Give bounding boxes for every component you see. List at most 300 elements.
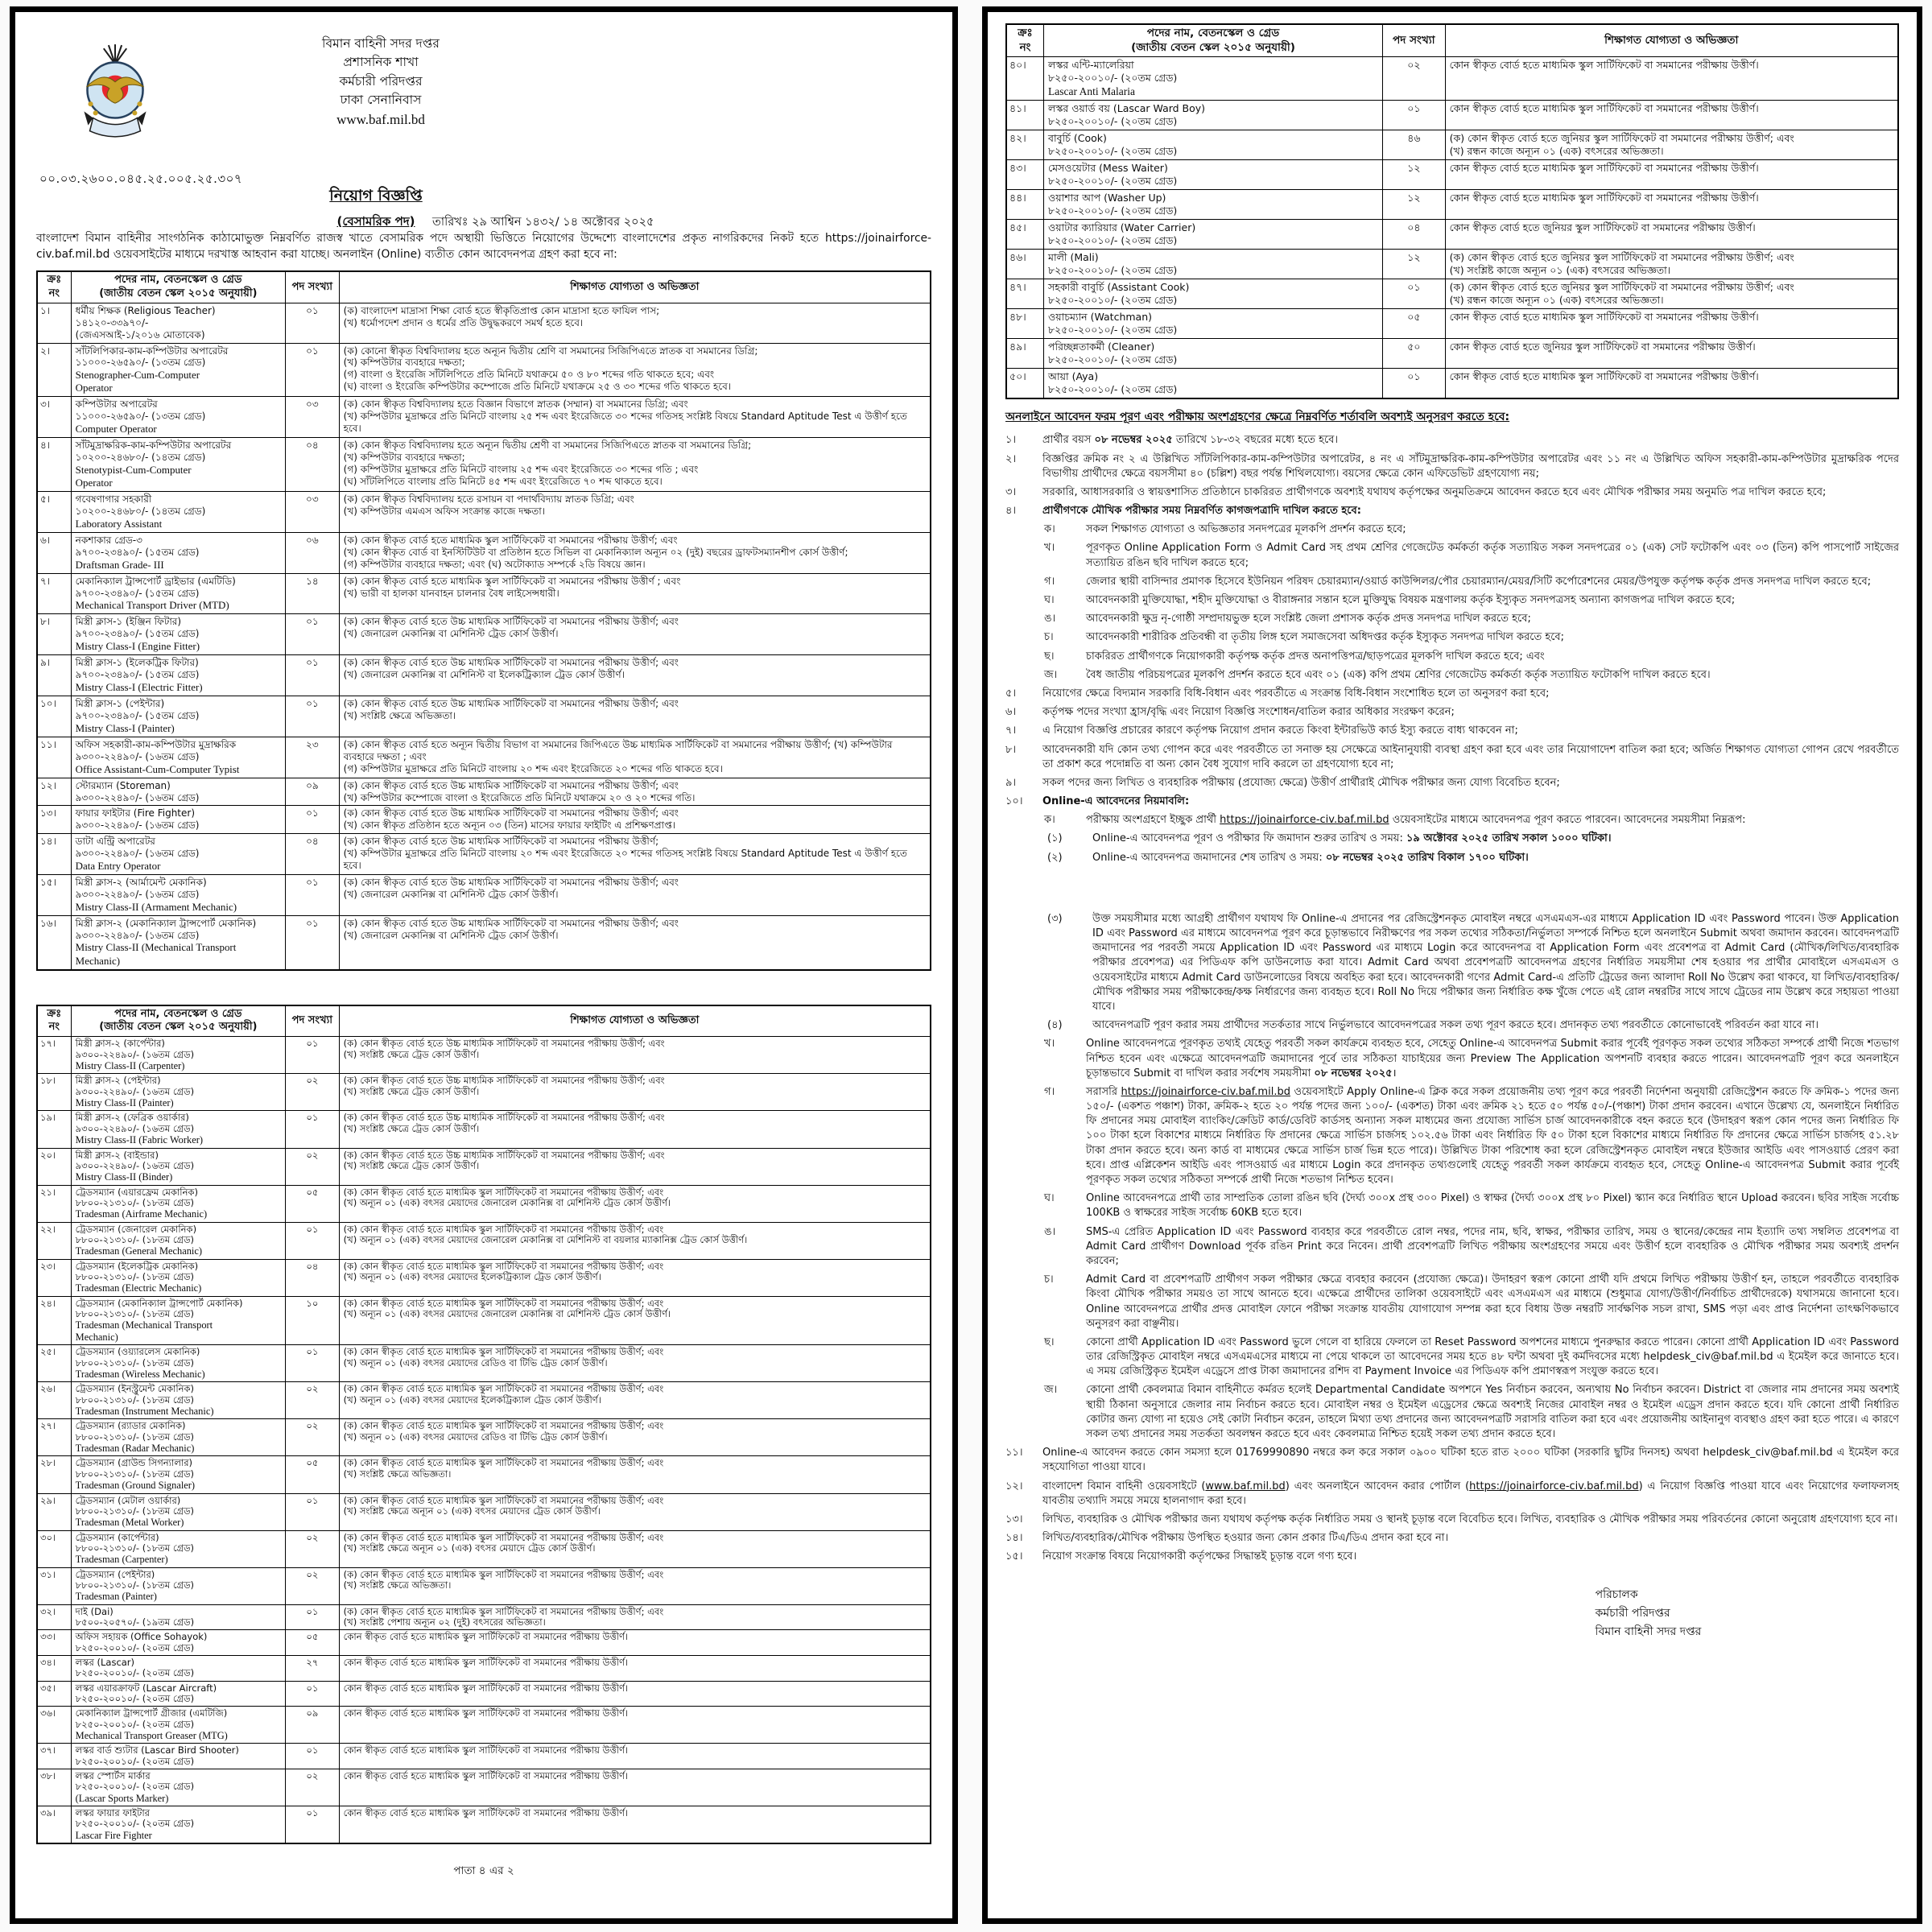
qualification-cell: (ক) কোন স্বীকৃত বোর্ড হতে উচ্চ মাধ্যমিক সার্টিফিকেট বা সমমানের পরীক্ষায় উত্তীর্ণ; এবং (খ) জেনারেল মেকানিক্স বা মেশিনিস্ট ট্রেড কোর্স উত্তীর্ণ। bbox=[339, 874, 931, 915]
serial-cell: ১৬। bbox=[37, 915, 71, 969]
serial-cell: ৯। bbox=[37, 655, 71, 696]
posts-table-3 bbox=[1005, 23, 1899, 399]
post-name-line: ট্রেডসম্যান (জেনারেল মেকানিক) bbox=[75, 1223, 197, 1235]
serial-cell: ৩৫। bbox=[37, 1681, 71, 1707]
post-row bbox=[37, 1630, 931, 1656]
condition-text: জেলার স্থায়ী বাসিন্দার প্রমাণক হিসেবে ইউনিয়ন পরিষদ চেয়ারম্যান/ওয়ার্ড কাউন্সিলর/পৌর চেয়ারম্যান/মেয়র/সিটি কর্পোরেশনের মেয়র/উপযুক্ত কর্তৃপক্ষ কর্তৃক প্রদত্ত সনদপত্র দাখিল করতে হবে; bbox=[1086, 575, 1872, 588]
post-row bbox=[37, 1185, 931, 1222]
post-row bbox=[37, 573, 931, 614]
qualification-cell: কোন স্বীকৃত বোর্ড হতে মাধ্যমিক স্কুল সার্টিফিকেট বা সমমানের পরীক্ষায় উত্তীর্ণ। bbox=[339, 1806, 931, 1844]
condition-item bbox=[1005, 1550, 1899, 1564]
condition-item bbox=[1044, 1085, 1899, 1187]
post-name-cell bbox=[71, 1656, 285, 1682]
serial-cell: ৩৬। bbox=[37, 1707, 71, 1744]
post-count-cell: ০১ bbox=[1383, 101, 1446, 130]
condition-item bbox=[1044, 1335, 1899, 1380]
baf-crest-logo bbox=[70, 39, 160, 149]
post-row bbox=[37, 1681, 931, 1707]
post-name-line: ওয়াশার আপ (Washer Up) bbox=[1048, 192, 1166, 204]
org-website: www.baf.mil.bd bbox=[336, 112, 425, 127]
post-count-cell: ০১ bbox=[286, 915, 340, 969]
condition-item bbox=[1005, 1446, 1899, 1475]
qualification-cell: (ক) কোন স্বীকৃত বোর্ড হতে উচ্চ মাধ্যমিক সার্টিফিকেট বা সমমানের পরীক্ষায় উত্তীর্ণ; এবং (খ) কম্পিউটার কম্পোজে বাংলা ও ইংরেজিতে প্রতি মিনিটে যথাক্রমে ২০ ও ২০ শব্দের গতি। bbox=[339, 778, 931, 806]
qualification-cell: (ক) কোন স্বীকৃত বোর্ড হতে উচ্চ মাধ্যমিক সার্টিফিকেট বা সমমানের পরীক্ষায় উত্তীর্ণ; এবং (খ) কোন স্বীকৃত প্রতিষ্ঠান হতে অন্যূন ০৩ (তিন) মাসের ফায়ার ফাইটিং এ প্রশিক্ষণপ্রাপ্ত। bbox=[339, 806, 931, 834]
qualification-cell: (ক) কোনো স্বীকৃত বিশ্ববিদ্যালয় হতে অন্যূন দ্বিতীয় শ্রেণি বা সমমানের সিজিপিএতে স্নাতক বা সমমানের ডিগ্রি; (খ) কম্পিউটার ব্যবহারে দক্ষতা; (গ) বাংলা ও ইংরেজি সাঁটলিপিতে প্রতি মিনিটে যথাক্রমে ৫০ ও ৮০ শব্দের গতি থাকতে হবে; এবং (ঘ) বাংলা ও ইংরেজি কম্পিউটার কম্পোজে প্রতি মিনিটে যথাক্রমে ২৫ ও ৩০ শব্দের গতি থাকতে হবে। bbox=[339, 343, 931, 397]
post-row bbox=[37, 1806, 931, 1844]
post-name-line: ৮২৫০-২০০১০/- (২০তম গ্রেড) bbox=[1048, 383, 1178, 396]
post-name-line: ৮২৫০-২০০১০/- (২০তম গ্রেড) bbox=[1048, 175, 1178, 188]
condition-number: গ। bbox=[1044, 1085, 1055, 1098]
post-name-line: মেসওয়েটার (Mess Waiter) bbox=[1048, 162, 1168, 175]
condition-item bbox=[1044, 668, 1899, 683]
post-name-cell bbox=[71, 1111, 285, 1148]
post-name-line: Tradesman (Metal Worker) bbox=[75, 1517, 184, 1529]
post-row bbox=[37, 1345, 931, 1382]
post-count-cell: ০৪ bbox=[286, 438, 340, 492]
post-name-cell bbox=[71, 737, 285, 778]
qualification-cell: (ক) কোন স্বীকৃত বোর্ড হতে মাধ্যমিক স্কুল সার্টিফিকেট বা সমমানের পরীক্ষায় উত্তীর্ণ; এবং (খ) অন্যূন ০১ (এক) বৎসর মেয়াদের ইলেকট্রিক্যাল ট্রেড কোর্স উত্তীর্ণ। bbox=[339, 1382, 931, 1419]
post-name-cell bbox=[71, 696, 285, 737]
serial-cell: ১৫। bbox=[37, 874, 71, 915]
condition-number: ৮। bbox=[1005, 743, 1017, 756]
post-name-line: ৯৩০০-২২৪৯০/- (১৬তম গ্রেড) bbox=[75, 1048, 195, 1060]
condition-number: ৫। bbox=[1005, 687, 1017, 700]
post-name-line: মিস্ত্রী ক্লাস-২ (ফেব্রিক ওয়ার্কার) bbox=[75, 1112, 189, 1124]
serial-cell: ১০। bbox=[37, 696, 71, 737]
condition-text: উক্ত সময়সীমার মধ্যে আগ্রহী প্রার্থীগণ যথাযথ ফি Online-এ প্রদানের পর রেজিস্ট্রেশনকৃত মোবাইল নম্বরে এসএমএস-এর মাধ্যমে Application ID এবং Password পাবেন। উক্ত Application ID এবং Password এর মাধ্যমে আবেদনপত্র পূরণ করে চূড়ান্তভাবে নিরীক্ষণের পর সকল তথ্যের সঠিকতা/নির্ভুলতা সম্পর্কে নিশ্চিত হলে অনলাইনে Submit অথবা জমাদান করবেন। আবেদনপত্রটি জমাদানের পর পরবর্তী সময়ে Application ID এবং Password এর মাধ্যমে Login করে আবেদনপত্র বা Application Form এবং প্রবেশপত্র বা Admit Card (মৌখিক/লিখিত/ব্যবহারিক পরীক্ষার প্রবেশপত্র) এর পিডিএফ কপি ডাউনলোড করা যাবে। Admit Card অথবা প্রবেশপত্রটি আবেদনপত্র গ্রহণের নির্ধারিত সময়সীমা শেষ হওয়ার পর প্রার্থীর মোবাইলে এসএমএস ও ওয়েবসাইটের মাধ্যমে Admit Card ডাউনলোডের বিষয়ে অবহিত করা হবে। আবেদনকারী গণের Admit Card-এ প্রতিটি ট্রেডের জন্য আলাদা Roll No উল্লেখ করা থাকবে, যা লিখিত/ব্যবহারিক/মৌখিক পরীক্ষার সময় পরীক্ষাকেন্দ্র/কক্ষ নির্ধারণের জন্য ব্যবহৃত হবে। Roll No দিয়ে পরীক্ষার জন্য নির্ধারিত কক্ষ খুঁজে পেতে এই রোল নম্বরটির সাথে সাথে ট্রেডের নাম উল্লেখ করে সহায়তা পাওয়া যাবে। bbox=[1092, 912, 1899, 1013]
post-name-line: ৯৩০০-২২৪৯০/- (১৬তম গ্রেড) bbox=[75, 791, 200, 803]
column-header: পদের নাম, বেতনস্কেল ও গ্রেড (জাতীয় বেতন স্কেল ২০১৫ অনুযায়ী) bbox=[1044, 24, 1383, 57]
post-count-cell: ০১ bbox=[286, 614, 340, 655]
post-name-line: Tradesman (Carpenter) bbox=[75, 1554, 168, 1566]
post-name-cell bbox=[71, 1074, 285, 1111]
qualification-cell: (ক) কোন স্বীকৃত বিশ্ববিদ্যালয় হতে রসায়ন বা পদার্থবিদ্যায় স্নাতক ডিগ্রি; এবং (খ) কম্পিউটার এমএস অফিস সংক্রান্ত কাজে দক্ষতা। bbox=[339, 492, 931, 533]
post-name-line: দাই (Dai) bbox=[75, 1605, 114, 1617]
post-name-line: পরিচ্ছন্নতাকর্মী (Cleaner) bbox=[1048, 341, 1155, 353]
post-name-line: ট্রেডসম্যান (গ্রাউন্ড সিগন্যালার) bbox=[75, 1457, 193, 1469]
qualification-cell: (ক) কোন স্বীকৃত বোর্ড হতে মাধ্যমিক স্কুল সার্টিফিকেট বা সমমানের পরীক্ষায় উত্তীর্ণ; এবং (খ) অন্যূন ০১ (এক) বৎসর মেয়াদের রেডিও বা টিভি ট্রেড কোর্স উত্তীর্ণ। bbox=[339, 1345, 931, 1382]
condition-item bbox=[1005, 433, 1899, 448]
post-name-line: Draftsman Grade- III bbox=[75, 558, 164, 571]
condition-text: আবেদনকারী মুক্তিযোদ্ধা, শহীদ মুক্তিযোদ্ধা ও বীরাঙ্গনার সন্তান হলে মুক্তিযুদ্ধ বিষয়ক মন্ত্রণালয় কর্তৃক ইস্যুকৃত সনদপত্রসহ অন্যান্য কাগজপত্র দাখিল করতে হবে; bbox=[1086, 594, 1736, 607]
post-count-cell: ০১ bbox=[286, 303, 340, 343]
post-name-cell bbox=[71, 778, 285, 806]
serial-cell: ২৯। bbox=[37, 1493, 71, 1530]
post-name-line: ট্রেডসম্যান (মেকানিক্যাল ট্রান্সপোর্ট মেকানিক) bbox=[75, 1297, 243, 1309]
qualification-cell: (ক) কোন স্বীকৃত বোর্ড হতে উচ্চ মাধ্যমিক সার্টিফিকেট বা সমমানের পরীক্ষায় উত্তীর্ণ; এবং (খ) সংশ্লিষ্ট ক্ষেত্রে ট্রেড কোর্স উত্তীর্ণ। bbox=[339, 1037, 931, 1074]
post-name-line: ফায়ার ফাইটার (Fire Fighter) bbox=[75, 807, 196, 819]
condition-number: (১) bbox=[1047, 832, 1063, 845]
post-name-line: ৯৩০০-২২৪৯০/- (১৬তম গ্রেড) bbox=[75, 750, 200, 762]
condition-item bbox=[1044, 1273, 1899, 1331]
post-row bbox=[37, 1456, 931, 1493]
post-row bbox=[37, 438, 931, 492]
post-row bbox=[37, 1567, 931, 1604]
condition-item bbox=[1044, 593, 1899, 608]
qualification-cell: (ক) কোন স্বীকৃত বোর্ড হতে মাধ্যমিক স্কুল সার্টিফিকেট বা সমমানের পরীক্ষায় উত্তীর্ণ; এবং (খ) সংশ্লিষ্ট ক্ষেত্রে অভিজ্ঞতা। bbox=[339, 1567, 931, 1604]
post-name-line: নকশাকার গ্রেড-৩ bbox=[75, 534, 142, 546]
post-name-line: Mistry Class-I (Electric Fitter) bbox=[75, 680, 203, 693]
post-name-line: মেকানিক্যাল ট্রান্সপোর্ট ড্রাইভার (এমটিডি) bbox=[75, 575, 236, 587]
qualification-cell: (ক) কোন স্বীকৃত বোর্ড হতে উচ্চ মাধ্যমিক সার্টিফিকেট বা সমমানের পরীক্ষায় উত্তীর্ণ; এবং (খ) সংশ্লিষ্ট ক্ষেত্রে ট্রেড কোর্স উত্তীর্ণ। bbox=[339, 1074, 931, 1111]
serial-cell: ৪৫। bbox=[1006, 220, 1044, 250]
post-name-cell bbox=[71, 532, 285, 573]
condition-text: Online-এ আবেদন করতে কোন সমস্যা হলে 01769990890 নম্বরে কল করে সকাল ০৯০০ ঘটিকা হতে রাত ২০০০ ঘটিকা (সরকারি ছুটির দিনসহ) অথবা helpdesk_civ@baf.mil.bd এ ইমেইল করে সহযোগিতা পাওয়া যাবে। bbox=[1042, 1447, 1899, 1474]
post-name-cell bbox=[1044, 279, 1383, 309]
post-name-line: ৮২৫০-২০০১০/- (২০তম গ্রেড) bbox=[75, 1718, 195, 1730]
post-name-line: ৯৩০০-২২৪৯০/- (১৬তম গ্রেড) bbox=[75, 819, 200, 832]
qualification-cell: কোন স্বীকৃত বোর্ড হতে মাধ্যমিক স্কুল সার্টিফিকেট বা সমমানের পরীক্ষায় উত্তীর্ণ। bbox=[1445, 101, 1898, 130]
column-header: পদের নাম, বেতনস্কেল ও গ্রেড (জাতীয় বেতন স্কেল ২০১৫ অনুযায়ী) bbox=[71, 1005, 285, 1037]
post-name-cell bbox=[71, 1456, 285, 1493]
post-name-line: Mistry Class-II (Mechanical Transport Mechanic) bbox=[75, 941, 237, 967]
post-row bbox=[37, 1744, 931, 1769]
signature-line: কর্মচারী পরিদপ্তর bbox=[1595, 1606, 1670, 1620]
post-count-cell: ০১ bbox=[286, 1744, 340, 1769]
post-name-line: Tradesman (Mechanical Transport bbox=[75, 1319, 213, 1331]
post-name-line: ট্রেডসম্যান (মেটাল ওয়ার্কার) bbox=[75, 1494, 181, 1506]
post-name-cell bbox=[71, 614, 285, 655]
post-name-cell bbox=[71, 1530, 285, 1567]
condition-number: (৩) bbox=[1047, 912, 1063, 925]
post-name-line: Tradesman (Wireless Mechanic) bbox=[75, 1368, 205, 1380]
post-row bbox=[37, 1296, 931, 1344]
post-row bbox=[37, 737, 931, 778]
post-row bbox=[37, 834, 931, 875]
condition-number: ১২। bbox=[1005, 1480, 1023, 1492]
post-row bbox=[37, 915, 931, 969]
post-name-line: ৮৮০০-২১৩১০/- (১৮তম গ্রেড) bbox=[75, 1233, 195, 1245]
serial-cell: ৮। bbox=[37, 614, 71, 655]
serial-cell: ৩৪। bbox=[37, 1656, 71, 1682]
post-name-line: ট্রেডসম্যান (ইনস্ট্রুমেন্ট মেকানিক) bbox=[75, 1383, 195, 1395]
serial-cell: ৫০। bbox=[1006, 369, 1044, 399]
condition-number: ২। bbox=[1005, 452, 1017, 465]
condition-item bbox=[1044, 630, 1899, 645]
condition-text: Online আবেদনপত্রে পূরণকৃত তথ্যই যেহেতু পরবর্তী সকল কার্যক্রমে ব্যবহৃত হবে, সেহেতু Online-এ আবেদনপত্র Submit করার পূর্বেই পূরণকৃত সকল তথ্যের সঠিকতা সম্পর্কে প্রার্থী নিজে শতভাগ নিশ্চিত হবেন এবং এক্ষেত্রে আবেদনপত্রটি জমাদানের পূর্বে তার সঠিকতা যাচাইয়ের জন্য Preview The Application অপশনটি ব্যবহার করতে পারেন। আবেদনপত্রটি পূরণ করে অনলাইনে চূড়ান্তভাবে Submit বা দাখিল করার সর্বশেষ সময়সীমা ০৮ নভেম্বর ২০২৫। bbox=[1086, 1038, 1899, 1080]
condition-number: জ। bbox=[1044, 1384, 1058, 1397]
posts-table-2 bbox=[36, 1005, 931, 1845]
condition-text: Online আবেদনপত্রে প্রার্থী তার সাম্প্রতিক তোলা রঙিন ছবি (দৈর্ঘ্য ৩০০x প্রস্থ ৩০০ Pixel) ও স্বাক্ষর (দৈর্ঘ্য ৩০০x প্রস্থ ৮০ Pixel) স্ক্যান করে নির্ধারিত স্থানে Upload করবেন। ছবির সাইজ সর্বোচ্চ 100KB ও স্বাক্ষরের সাইজ সর্বোচ্চ 60KB হতে হবে। bbox=[1086, 1192, 1899, 1220]
post-count-cell: ০১ bbox=[286, 1222, 340, 1259]
post-count-cell: ০১ bbox=[286, 1037, 340, 1074]
post-name-line: Computer Operator bbox=[75, 423, 157, 436]
signature-line: বিমান বাহিনী সদর দপ্তর bbox=[1595, 1624, 1702, 1638]
post-row bbox=[1006, 160, 1898, 190]
signature-line: পরিচালক bbox=[1595, 1587, 1638, 1601]
post-name-line: সহকারী বাবুর্চি (Assistant Cook) bbox=[1048, 281, 1190, 294]
serial-cell: ২৭। bbox=[37, 1419, 71, 1456]
post-name-line: ৯৭০০-২৩৪৯০/- (১৫তম গ্রেড) bbox=[75, 628, 200, 640]
post-name-line: ৮২৫০-২০০১০/- (২০তম গ্রেড) bbox=[1048, 145, 1178, 158]
post-name-line: ধর্মীয় শিক্ষক (Religious Teacher) bbox=[75, 304, 216, 316]
post-row bbox=[37, 492, 931, 533]
qualification-cell: (ক) কোন স্বীকৃত বোর্ড হতে মাধ্যমিক স্কুল সার্টিফিকেট বা সমমানের পরীক্ষায় উত্তীর্ণ; এবং (খ) সংশ্লিষ্ট ক্ষেত্রে অভিজ্ঞতা। bbox=[339, 1456, 931, 1493]
post-name-line: লস্কর ওয়ার্ড বয় (Lascar Ward Boy) bbox=[1048, 102, 1206, 115]
table-header-row bbox=[37, 1005, 931, 1037]
post-row bbox=[1006, 190, 1898, 220]
post-name-line: মিস্ত্রী ক্লাস-১ (ইলেকট্রিক ফিটার) bbox=[75, 657, 199, 669]
condition-item bbox=[1005, 1480, 1899, 1509]
condition-number: চ। bbox=[1044, 631, 1054, 644]
post-name-line: অফিস সহায়ক (Office Sohayok) bbox=[75, 1631, 208, 1643]
condition-item bbox=[1005, 687, 1899, 701]
condition-text: Admit Card বা প্রবেশপত্রটি প্রার্থীগণ সকল পরীক্ষার ক্ষেত্রে ব্যবহার করবেন (প্রযোজ্য ক্ষেত্রে)। উদাহরণ স্বরূপ কোনো প্রার্থী যদি প্রথমে লিখিত পরীক্ষায় উত্তীর্ণ হন, তাহলে পরবর্তীতে ব্যবহারিক কিংবা মৌখিক পরীক্ষার সময়ও তা সাথে আনতে হবে। এক্ষেত্রে প্রার্থীদের তালিকা ওয়েবসাইটে এবং এসএমএস এর মাধ্যমে (শুধুমাত্র যোগ্য/উত্তীর্ণ/নির্বাচিত প্রার্থীদেরকে) যথাসময়ে জানানো হবে। Online আবেদনপত্রে প্রার্থীর প্রদত্ত মোবাইল ফোনে পরীক্ষা সংক্রান্ত যাবতীয় যোগাযোগ সম্পন্ন করা হবে বিধায় উক্ত নম্বরটি সার্বক্ষণিক সচল রাখা, SMS পড়া এবং প্রাপ্ত নির্দেশনা তাৎক্ষণিকভাবে অনুসরণ করা বাঞ্ছনীয়। bbox=[1086, 1274, 1899, 1330]
serial-cell: ১৭। bbox=[37, 1037, 71, 1074]
qualification-cell: (ক) কোন স্বীকৃত বোর্ড হতে উচ্চ মাধ্যমিক সার্টিফিকেট বা সমমানের পরীক্ষায় উত্তীর্ণ; এবং (খ) সংশ্লিষ্ট ক্ষেত্রে ট্রেড কোর্স উত্তীর্ণ। bbox=[339, 1111, 931, 1148]
post-name-line: Tradesman (Radar Mechanic) bbox=[75, 1443, 195, 1455]
post-count-cell: ০১ bbox=[286, 1111, 340, 1148]
qualification-cell: কোন স্বীকৃত বোর্ড হতে মাধ্যমিক স্কুল সার্টিফিকেট বা সমমানের পরীক্ষায় উত্তীর্ণ। bbox=[1445, 190, 1898, 220]
post-count-cell: ০১ bbox=[286, 1604, 340, 1630]
post-name-line: স্টোরম্যান (Storeman) bbox=[75, 779, 171, 791]
post-row bbox=[37, 1707, 931, 1744]
post-name-line: Mistry Class-II (Fabric Worker) bbox=[75, 1134, 203, 1146]
post-row bbox=[1006, 57, 1898, 101]
serial-cell: ২৬। bbox=[37, 1382, 71, 1419]
post-name-cell bbox=[71, 1567, 285, 1604]
condition-number: ১১। bbox=[1005, 1447, 1023, 1459]
qualification-cell: (ক) কোন স্বীকৃত বোর্ড হতে উচ্চ মাধ্যমিক সার্টিফিকেট বা সমমানের পরীক্ষায় উত্তীর্ণ; (খ) কম্পিউটার মুদ্রাক্ষরে প্রতি মিনিটে বাংলায় ২০ শব্দ এবং ইংরেজিতে ২০ শব্দের গতিসহ সংশ্লিষ্ট বিষয়ে Standard Aptitude Test এ উত্তীর্ণ হতে হবে। bbox=[339, 834, 931, 875]
qualification-cell: (ক) কোন স্বীকৃত বোর্ড হতে উচ্চ মাধ্যমিক সার্টিফিকেট বা সমমানের পরীক্ষায় উত্তীর্ণ; এবং (খ) জেনারেল মেকানিক্স বা মেশিনিস্ট ট্রেড কোর্স উত্তীর্ণ। bbox=[339, 614, 931, 655]
post-row bbox=[37, 397, 931, 438]
serial-cell: ৪। bbox=[37, 438, 71, 492]
post-name-line: Laboratory Assistant bbox=[75, 517, 163, 530]
post-name-line: ৮২৫০-২০০১০/- (২০তম গ্রেড) bbox=[75, 1667, 195, 1679]
post-name-line: অফিস সহকারী-কাম-কম্পিউটার মুদ্রাক্ষরিক bbox=[75, 738, 237, 750]
post-count-cell: ২৩ bbox=[286, 737, 340, 778]
post-name-line: ৮২৫০-২০০১০/- (২০তম গ্রেড) bbox=[1048, 353, 1178, 366]
post-name-cell bbox=[71, 874, 285, 915]
letterhead bbox=[36, 27, 931, 229]
post-name-cell bbox=[71, 1222, 285, 1259]
condition-text: বৈধ জাতীয় পরিচয়পত্রের মূলকপি প্রদর্শন করতে হবে এবং ০১ (এক) কপি প্রথম শ্রেণির গেজেটেড কর্মকর্তা কর্তৃক সত্যায়িত ফটোকপি দাখিল করতে হবে। bbox=[1086, 668, 1711, 681]
post-name-line: ৮২৫০-২০০১০/- (২০তম গ্রেড) bbox=[1048, 324, 1178, 336]
serial-cell: ২৮। bbox=[37, 1456, 71, 1493]
post-name-line: Mistry Class-II (Binder) bbox=[75, 1171, 173, 1183]
page-title: নিয়োগ বিজ্ঞপ্তি bbox=[329, 187, 423, 204]
post-name-line: ৮৮০০-২১৩১০/- (১৮তম গ্রেড) bbox=[75, 1579, 195, 1591]
condition-number: ১৩। bbox=[1005, 1513, 1023, 1525]
condition-item bbox=[1044, 522, 1899, 537]
post-name-cell bbox=[71, 573, 285, 614]
condition-number: গ। bbox=[1044, 575, 1055, 588]
qualification-cell: (ক) কোন স্বীকৃত বোর্ড হতে মাধ্যমিক স্কুল সার্টিফিকেট বা সমমানের পরীক্ষায় উত্তীর্ণ; এবং (খ) সংশ্লিষ্ট ক্ষেত্রে অন্যূন ০১ (এক) বৎসর মেয়াদের ট্রেড কোর্স উত্তীর্ণ। bbox=[339, 1493, 931, 1530]
post-name-cell bbox=[71, 655, 285, 696]
post-name-cell bbox=[71, 343, 285, 397]
serial-cell: ৪১। bbox=[1006, 101, 1044, 130]
post-row bbox=[37, 532, 931, 573]
condition-item bbox=[1005, 504, 1899, 518]
post-name-line: ৮৮০০-২১৩১০/- (১৮তম গ্রেড) bbox=[75, 1271, 195, 1283]
condition-number: ১৫। bbox=[1005, 1550, 1023, 1563]
post-count-cell: ০১ bbox=[286, 655, 340, 696]
condition-number: ক। bbox=[1044, 523, 1055, 536]
org-address-block bbox=[260, 35, 502, 130]
serial-cell: ১। bbox=[37, 303, 71, 343]
post-row bbox=[37, 806, 931, 834]
serial-cell: ২। bbox=[37, 343, 71, 397]
qualification-cell: (ক) কোন স্বীকৃত বোর্ড হতে অন্যূন দ্বিতীয় বিভাগ বা সমমানের জিপিএতে উচ্চ মাধ্যমিক সার্টিফিকেট বা সমমানের পরীক্ষায় উত্তীর্ণ; (খ) কম্পিউটার ব্যবহারে দক্ষতা ; এবং (গ) কম্পিউটার মুদ্রাক্ষরে প্রতি মিনিটে বাংলায় ২০ শব্দ এবং ইংরেজিতে ২০ শব্দের গতি থাকতে হবে। bbox=[339, 737, 931, 778]
post-count-cell: ০৩ bbox=[286, 397, 340, 438]
post-row bbox=[1006, 130, 1898, 160]
qualification-cell: (ক) কোন স্বীকৃত বোর্ড হতে মাধ্যমিক স্কুল সার্টিফিকেট বা সমমানের পরীক্ষায় উত্তীর্ণ; এবং (খ) অন্যূন ০১ (এক) বৎসর মেয়াদের ইলেকট্রিক্যাল ট্রেড কোর্স উত্তীর্ণ। bbox=[339, 1259, 931, 1296]
condition-item bbox=[1005, 724, 1899, 738]
post-name-cell bbox=[71, 1493, 285, 1530]
post-name-cell bbox=[71, 1769, 285, 1806]
serial-cell: ৩৮। bbox=[37, 1769, 71, 1806]
qualification-cell: (ক) কোন স্বীকৃত বোর্ড হতে মাধ্যমিক স্কুল সার্টিফিকেট বা সমমানের পরীক্ষায় উত্তীর্ণ; এবং (খ) অন্যূন ০১ (এক) বৎসর মেয়াদের জেনারেল মেকানিক্স বা মেশিনিস্ট ট্রেড কোর্স উত্তীর্ণ। bbox=[339, 1296, 931, 1344]
condition-number: ঘ। bbox=[1044, 594, 1055, 607]
post-name-line: ৮৮০০-২১৩১০/- (১৮তম গ্রেড) bbox=[75, 1308, 195, 1320]
post-name-line: ট্রেডসম্যান (পেইন্টার) bbox=[75, 1568, 155, 1580]
condition-item bbox=[1044, 612, 1899, 626]
post-name-line: ৮২৫০-২০০১০/- (২০তম গ্রেড) bbox=[1048, 294, 1178, 307]
condition-item bbox=[1044, 650, 1899, 664]
post-name-cell bbox=[71, 834, 285, 875]
post-row bbox=[37, 655, 931, 696]
post-name-line: লস্কর এন্টি-ম্যালেরিয়া bbox=[1048, 59, 1134, 72]
post-name-line: লস্কর (Lascar) bbox=[75, 1657, 135, 1668]
qualification-cell: কোন স্বীকৃত বোর্ড হতে মাধ্যমিক স্কুল সার্টিফিকেট বা সমমানের পরীক্ষায় উত্তীর্ণ। bbox=[339, 1744, 931, 1769]
posts-table-1 bbox=[36, 270, 931, 970]
post-row bbox=[37, 1222, 931, 1259]
page-number: পাতা ৪ এর ২ bbox=[453, 1864, 514, 1878]
serial-cell: ৩৩। bbox=[37, 1630, 71, 1656]
post-name-line: Operator bbox=[75, 382, 113, 394]
post-row bbox=[37, 1259, 931, 1296]
post-name-line: মেকানিক্যাল ট্রান্সপোর্ট গ্রীজার (এমটিজি) bbox=[75, 1707, 228, 1719]
condition-number: ছ। bbox=[1044, 1335, 1055, 1348]
post-name-line: ৮২৫০-২০০১০/- (২০তম গ্রেড) bbox=[1048, 234, 1178, 247]
post-name-line: লস্কর স্পোর্টস মার্কার bbox=[75, 1770, 151, 1782]
post-name-cell bbox=[71, 1707, 285, 1744]
post-name-line: ৮২৫০-২০০১০/- (২০তম গ্রেড) bbox=[1048, 115, 1178, 128]
post-row bbox=[37, 1037, 931, 1074]
column-header: পদ সংখ্যা bbox=[286, 271, 340, 303]
qualification-cell: (ক) কোন স্বীকৃত বোর্ড হতে উচ্চ মাধ্যমিক সার্টিফিকেট বা সমমানের পরীক্ষায় উত্তীর্ণ; এবং (খ) জেনারেল মেকানিক্স বা মেশিনিস্ট ট্রেড কোর্স উত্তীর্ণ। bbox=[339, 915, 931, 969]
post-name-line: ৮২৫০-২০০১০/- (২০তম গ্রেড) bbox=[1048, 204, 1178, 217]
condition-text: পূরণকৃত Online Application Form ও Admit Card সহ প্রথম শ্রেণির গেজেটেড কর্মকর্তা কর্তৃক সত্যায়িত সকল সনদপত্রের ০১ (এক) সেট ফটোকপি এবং ০৩ (তিন) কপি পাসপোর্ট সাইজের সত্যায়িত রঙিন ছবি দাখিল করতে হবে; bbox=[1086, 542, 1899, 569]
condition-number: ৪। bbox=[1005, 505, 1017, 518]
condition-text: আবেদনকারী শারীরিক প্রতিবন্ধী বা তৃতীয় লিঙ্গ হলে সমাজসেবা অধিদপ্তর কর্তৃক ইস্যুকৃত সনদপত্র দাখিল করতে হবে; bbox=[1086, 631, 1565, 644]
condition-text: নিয়োগের ক্ষেত্রে বিদ্যমান সরকারি বিধি-বিধান এবং পরবর্তীতে এ সংক্রান্ত বিধি-বিধান সংশোধিত হলে তা অনুসরণ করা হবে; bbox=[1042, 687, 1550, 700]
post-row bbox=[37, 1493, 931, 1530]
post-count-cell: ১৪ bbox=[286, 573, 340, 614]
condition-item bbox=[1005, 1531, 1899, 1546]
post-name-line: ১১০০০-২৬৫৯০/- (১৩তম গ্রেড) bbox=[75, 357, 206, 369]
post-name-line: ট্রেডসম্যান (র‍্যাডার মেকানিক) bbox=[75, 1420, 186, 1432]
post-name-line: মিস্ত্রী ক্লাস-২ (পেইন্টার) bbox=[75, 1075, 161, 1087]
post-name-line: ৯৭০০-২৩৪৯০/- (১৫তম গ্রেড) bbox=[75, 546, 200, 558]
table-header-row bbox=[37, 271, 931, 303]
post-count-cell: ০৬ bbox=[286, 532, 340, 573]
post-count-cell: ১০ bbox=[286, 1296, 340, 1344]
post-name-line: Mechanic) bbox=[75, 1331, 118, 1343]
post-name-line: ৯৭০০-২৩৪৯০/- (১৫তম গ্রেড) bbox=[75, 669, 200, 681]
post-name-line: ওয়াচম্যান (Watchman) bbox=[1048, 311, 1153, 324]
post-name-line: Data Entry Operator bbox=[75, 859, 161, 872]
column-header: শিক্ষাগত যোগ্যতা ও অভিজ্ঞতা bbox=[339, 271, 931, 303]
serial-cell: ৪৬। bbox=[1006, 250, 1044, 279]
serial-cell: ২০। bbox=[37, 1148, 71, 1185]
condition-text: আবেদনকারী যদি কোন তথ্য গোপন করে এবং পরবর্তীতে তা সনাক্ত হয় সেক্ষেত্রে আইনানুযায়ী ব্যবস্থা গ্রহণ করা হবে এবং তার নিয়োগাদেশ বাতিল করা হবে; অর্জিত শিক্ষাগত যোগ্যতা গোপন রেখে পরবর্তীতে তা প্রকাশ করে পদোন্নতি বা অন্য কোন বৈধ সুযোগ দাবি করলে তা গ্রহণযোগ্য হবে না; bbox=[1042, 743, 1899, 770]
condition-number: ১০। bbox=[1005, 795, 1023, 808]
qualification-cell: (ক) কোন স্বীকৃত বোর্ড হতে জুনিয়র স্কুল সার্টিফিকেট বা সমমানের পরীক্ষায় উত্তীর্ণ; এবং (খ) রন্ধন কাজে অন্যূন ০১ (এক) বৎসরের অভিজ্ঞতা। bbox=[1445, 279, 1898, 309]
post-row bbox=[37, 696, 931, 737]
post-name-cell bbox=[71, 1630, 285, 1656]
condition-number: খ। bbox=[1044, 1038, 1055, 1051]
org-line: প্রশাসনিক শাখা bbox=[343, 55, 419, 70]
condition-number: ৯। bbox=[1005, 776, 1017, 789]
condition-number: ৬। bbox=[1005, 706, 1017, 719]
post-name-line: ৮২৫০-২০০১০/- (২০তম গ্রেড) bbox=[75, 1641, 195, 1653]
post-count-cell: ০১ bbox=[286, 1806, 340, 1844]
post-count-cell: ০৯ bbox=[286, 778, 340, 806]
post-name-line: ৮৮০০-২১৩১০/- (১৮তম গ্রেড) bbox=[75, 1356, 195, 1368]
column-header: ক্রঃ নং bbox=[37, 1005, 71, 1037]
serial-cell: ৩২। bbox=[37, 1604, 71, 1630]
post-row bbox=[37, 1111, 931, 1148]
post-name-line: মিস্ত্রী ক্লাস-১ (ইঞ্জিন ফিটার) bbox=[75, 616, 182, 628]
post-row bbox=[37, 1769, 931, 1806]
condition-item bbox=[1005, 705, 1899, 720]
post-name-cell bbox=[71, 1604, 285, 1630]
qualification-cell: কোন স্বীকৃত বোর্ড হতে জুনিয়র স্কুল সার্টিফিকেট বা সমমানের পরীক্ষায় উত্তীর্ণ। bbox=[1445, 339, 1898, 369]
condition-number: খ। bbox=[1044, 542, 1055, 555]
condition-item bbox=[1044, 1225, 1899, 1269]
qualification-cell: (ক) কোন স্বীকৃত বিশ্ববিদ্যালয় হতে অন্যূন দ্বিতীয় শ্রেণী বা সমমানের সিজিপিএতে স্নাতক বা সমমানের ডিগ্রি; (খ) কম্পিউটার ব্যবহারে দক্ষতা; (গ) কম্পিউটার মুদ্রাক্ষরে প্রতি মিনিটে বাংলায় ২৫ শব্দ এবং ইংরেজিতে ৩০ শব্দের গতি ; এবং (ঘ) সাঁটলিপিতে বাংলায় প্রতি মিনিটে ৪৫ শব্দ এবং ইংরেজিতে ৭০ শব্দ থাকতে হবে। bbox=[339, 438, 931, 492]
column-header: পদ সংখ্যা bbox=[286, 1005, 340, 1037]
condition-text: প্রার্থীর বয়স ০৮ নভেম্বর ২০২৫ তারিখে ১৮-৩২ বছরের মধ্যে হতে হবে। bbox=[1042, 434, 1339, 447]
post-name-line: Mistry Class-II (Carpenter) bbox=[75, 1060, 185, 1071]
post-name-line: ৮৮০০-২১৩১০/- (১৮তম গ্রেড) bbox=[75, 1505, 195, 1517]
post-row bbox=[37, 343, 931, 397]
condition-number: ৩। bbox=[1005, 485, 1017, 498]
page-left bbox=[10, 6, 958, 1924]
condition-text: লিখিত/ব্যবহারিক/মৌখিক পরীক্ষায় উপস্থিত হওয়ার জন্য কোন প্রকার টিএ/ডিএ প্রদান করা হবে না। bbox=[1042, 1532, 1449, 1545]
post-name-cell bbox=[71, 1681, 285, 1707]
qualification-cell: (ক) কোন স্বীকৃত বোর্ড হতে মাধ্যমিক স্কুল সার্টিফিকেট বা সমমানের পরীক্ষায় উত্তীর্ণ; এবং (খ) সংশ্লিষ্ট পেশায় অন্যূন ০২ (দুই) বৎসরের অভিজ্ঞতা। bbox=[339, 1604, 931, 1630]
post-count-cell: ০৫ bbox=[286, 1630, 340, 1656]
qualification-cell: (ক) কোন স্বীকৃত বোর্ড হতে মাধ্যমিক স্কুল সার্টিফিকেট বা সমমানের পরীক্ষায় উত্তীর্ণ; এবং (খ) অন্যূন ০১ (এক) বৎসর মেয়াদের জেনারেল মেকানিক্স বা মেশিনিস্ট বা বয়লার ম্যাকানিক্স ট্রেড কোর্স উত্তীর্ণ। bbox=[339, 1222, 931, 1259]
column-header: পদ সংখ্যা bbox=[1383, 24, 1446, 57]
post-name-cell bbox=[71, 1037, 285, 1074]
qualification-cell: কোন স্বীকৃত বোর্ড হতে মাধ্যমিক স্কুল সার্টিফিকেট বা সমমানের পরীক্ষায় উত্তীর্ণ। bbox=[339, 1630, 931, 1656]
post-count-cell: ০২ bbox=[286, 1382, 340, 1419]
post-count-cell: ০৩ bbox=[286, 492, 340, 533]
condition-text: লিখিত, ব্যবহারিক ও মৌখিক পরীক্ষার জন্য যথাযথ কর্তৃপক্ষ কর্তৃক নির্ধারিত সময় ও স্থানই চূড়ান্ত বলে বিবেচিত হবে। লিখিত, ব্যবহারিক ও মৌখিক পরীক্ষার সময় পরিবর্তনের কোনো অনুরোধ গ্রহণযোগ্য হবে না। bbox=[1042, 1513, 1898, 1525]
condition-number: ক। bbox=[1044, 814, 1055, 827]
condition-text: বাংলাদেশ বিমান বাহিনী ওয়েবসাইটে (www.baf.mil.bd) এবং অনলাইনে আবেদন করার পোর্টাল (https://joinairforce-civ.baf.mil.bd) এ নিয়োগ বিজ্ঞপ্তি পাওয়া যাবে এবং নিয়োগের ফলাফলসহ যাবতীয় তথ্যাদি সময়ে সময়ে হালনাগাদ করা হবে। bbox=[1042, 1480, 1899, 1507]
qualification-cell: কোন স্বীকৃত বোর্ড হতে মাধ্যমিক স্কুল সার্টিফিকেট বা সমমানের পরীক্ষায় উত্তীর্ণ। bbox=[339, 1681, 931, 1707]
serial-cell: ১১। bbox=[37, 737, 71, 778]
post-name-cell bbox=[71, 915, 285, 969]
post-name-line: বাবুর্চি (Cook) bbox=[1048, 132, 1107, 145]
post-count-cell: ০৫ bbox=[286, 1456, 340, 1493]
post-name-line: Tradesman (Airframe Mechanic) bbox=[75, 1208, 208, 1220]
qualification-cell: (ক) কোন স্বীকৃত বিশ্ববিদ্যালয় হতে বিজ্ঞান বিভাগে স্নাতক (সম্মান) বা সমমানের ডিগ্রি; এবং (খ) কম্পিউটার মুদ্রাক্ষরে প্রতি মিনিটে বাংলায় ২৫ শব্দ এবং ইংরেজিতে ৩০ শব্দের গতিসহ সংশ্লিষ্ট বিষয়ে Standard Aptitude Test এ উত্তীর্ণ হতে হবে। bbox=[339, 397, 931, 438]
post-count-cell: ০১ bbox=[286, 1345, 340, 1382]
post-name-line: ডাটা এন্ট্রি অপারেটর bbox=[75, 836, 155, 848]
post-name-line: ৯৭০০-২৩৪৯০/- (১৫তম গ্রেড) bbox=[75, 587, 200, 599]
serial-cell: ২১। bbox=[37, 1185, 71, 1222]
post-name-cell bbox=[71, 492, 285, 533]
post-row bbox=[1006, 309, 1898, 339]
post-row bbox=[37, 303, 931, 343]
post-name-line: ৯৩০০-২২৪৯০/- (১৬তম গ্রেড) bbox=[75, 848, 200, 859]
post-name-cell bbox=[1044, 369, 1383, 399]
